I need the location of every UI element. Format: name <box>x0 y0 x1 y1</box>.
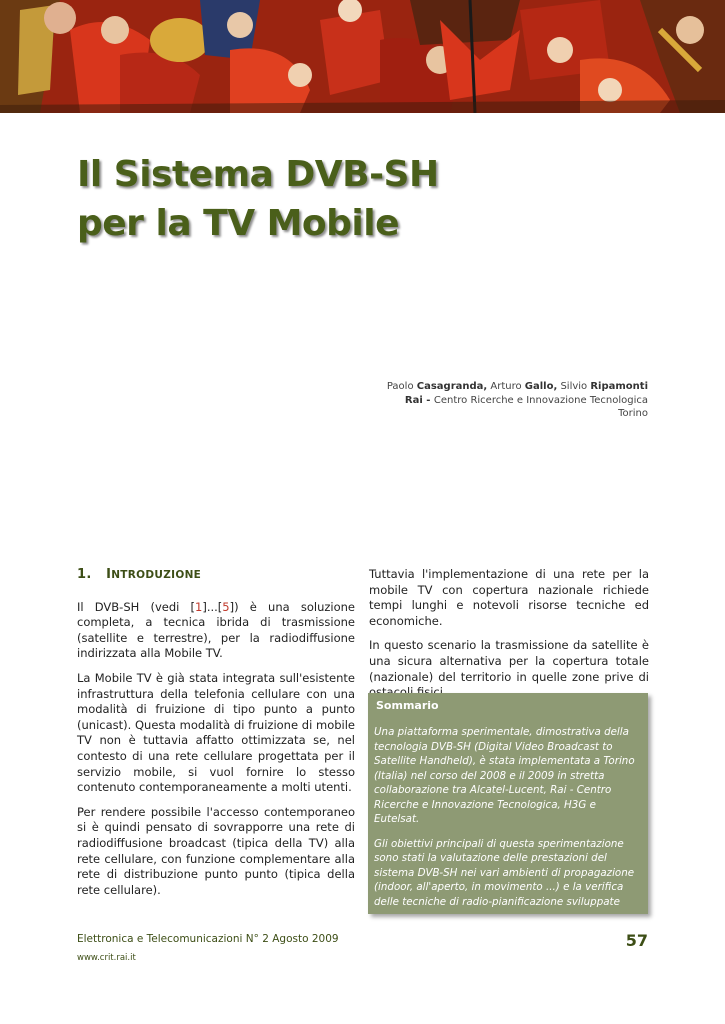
author-city: Torino <box>618 408 648 419</box>
header-painting <box>0 0 725 113</box>
title-line-2: per la TV Mobile <box>77 203 400 244</box>
text-run: ]) è una soluzione completa, a tecnica ibrida di trasmissione (satellite e terrestre), per la radiodiffusione indirizzata alla Mobile TV. <box>77 599 355 661</box>
author-last-name: Casagranda, <box>416 381 488 392</box>
left-column <box>77 567 355 907</box>
author-affiliation <box>387 394 648 408</box>
paragraph: Per rendere possibile l'accesso contemporaneo si è quindi pensato di sovrapporre una rete di radiodiffusione broadcast (tipica della TV) alla rete cellulare, con funzione complementare alla rete di distribuzione punto punto (tipica della rete cellulare). <box>77 804 355 897</box>
paragraph <box>77 600 355 662</box>
summary-box <box>368 693 648 914</box>
text-run: Il DVB-SH (vedi [ <box>77 599 196 614</box>
painting-artwork <box>0 0 725 113</box>
section-title: NTRODUZIONE <box>111 569 202 581</box>
section-number: 1. <box>77 567 92 582</box>
paragraph: Tuttavia l'implementazione di una rete per la mobile TV con copertura nazionale richiede tempi lunghi e notevoli risorse tecniche ed economiche. <box>369 567 649 628</box>
reference-link[interactable]: 5 <box>222 599 230 614</box>
author-last-name: Gallo, <box>524 381 558 392</box>
paragraph: La Mobile TV è già stata integrata sull'esistente infrastruttura della telefonia cellulare con una modalità di fruizione di tipo punto a punto (unicast). Questa modalità di fruizione di mobile TV non è tuttavia affatto ottimizzata se, nel contesto di una rete cellulare progettata per il servizio mobile, si vuol fornire lo stesso contenuto contemporaneamente a molti utenti. <box>77 670 355 795</box>
summary-paragraph: Una piattaforma sperimentale, dimostrativa della tecnologia DVB-SH (Digital Video Broadcast to Satellite Handheld), è stata implementata a Torino (Italia) nel corso del 2008 e il 2009 in stretta collaborazione tra Alcatel-Lucent, Rai - Centro Ricerche e Innovazione Tecnologica, H3G e Eutelsat. <box>374 726 635 825</box>
author-first-name: Silvio <box>557 381 591 392</box>
section-title-initial: I <box>106 567 112 582</box>
affiliation-org: Rai - <box>404 394 434 406</box>
author-block <box>387 380 648 421</box>
journal-name: Elettronica e Telecomunicazioni N° 2 Agosto 2009 <box>77 933 339 945</box>
right-column <box>369 567 649 710</box>
affiliation-name: Centro Ricerche e Innovazione Tecnologica <box>433 394 648 406</box>
website-link[interactable]: www.crit.rai.it <box>77 953 136 963</box>
summary-body <box>374 725 640 919</box>
title-line-1: Il Sistema DVB-SH <box>77 154 439 195</box>
summary-paragraph: Gli obiettivi principali di questa sperimentazione sono stati la valutazione delle prestazioni del sistema DVB-SH nei vari ambienti di propagazione (indoor, all'aperto, in movimento ...) e la verifica delle tecniche di radio-pianificazione sviluppate <box>374 837 635 908</box>
summary-title: Sommario <box>376 699 439 712</box>
article-title <box>77 150 439 248</box>
author-last-name: Ripamonti <box>590 381 648 392</box>
author-first-name: Arturo <box>487 381 525 392</box>
page-number: 57 <box>625 931 648 950</box>
author-names <box>387 380 648 394</box>
reference-link[interactable]: 1 <box>195 599 203 614</box>
paragraph: In questo scenario la trasmissione da satellite è una sicura alternativa per la copertura totale (nazionale) del territorio in quelle zone prive di <box>369 638 649 684</box>
author-first-name: Paolo <box>386 381 417 392</box>
section-heading <box>77 567 355 584</box>
text-run: ]...[ <box>202 599 223 614</box>
